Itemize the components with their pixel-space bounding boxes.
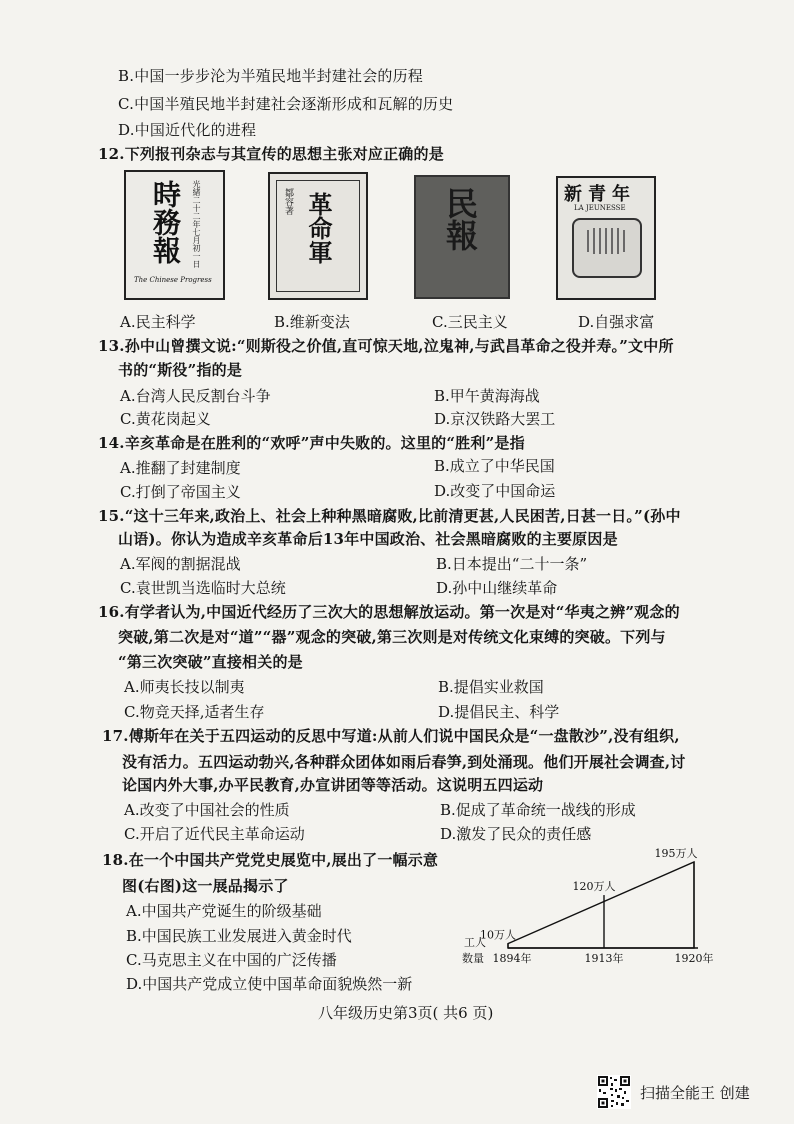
q12-stem: 12.下列报刊杂志与其宣传的思想主张对应正确的是 xyxy=(98,145,444,163)
chart-x-tick-label: 1894年 xyxy=(492,952,532,965)
worker-count-chart xyxy=(450,846,730,972)
q13-stem-line1: 13.孙中山曾撰文说:“则斯役之价值,直可惊天地,泣鬼神,与武昌革命之役并寿。”文中所 xyxy=(98,337,674,355)
gemingjun-author: 鄒容著 xyxy=(283,188,293,215)
q15-option-c: C.袁世凯当选临时大总统 xyxy=(120,579,286,597)
chart-value-label: 195万人 xyxy=(654,847,698,860)
chart-value-label: 10万人 xyxy=(480,928,516,942)
q14-option-a: A.推翻了封建制度 xyxy=(120,459,241,477)
qr-code-icon xyxy=(597,1075,631,1109)
q11-option-c: C.中国半殖民地半封建社会逐渐形成和瓦解的历史 xyxy=(118,95,454,113)
q12-option-b: B.维新变法 xyxy=(274,313,350,331)
q14-option-b: B.成立了中华民国 xyxy=(434,457,555,475)
q17-option-c: C.开启了近代民主革命运动 xyxy=(124,825,305,843)
q18-option-d: D.中国共产党成立使中国革命面貌焕然一新 xyxy=(126,975,413,993)
q13-option-c: C.黄花岗起义 xyxy=(120,410,211,428)
q16-option-a: A.师夷长技以制夷 xyxy=(124,678,245,696)
q11-option-d: D.中国近代化的进程 xyxy=(118,121,257,139)
q14-option-c: C.打倒了帝国主义 xyxy=(120,483,241,501)
newspaper-image-minbao xyxy=(414,175,510,299)
q16-stem-line1: 16.有学者认为,中国近代经历了三次大的思想解放运动。第一次是对“华夷之辨”观念的 xyxy=(98,603,680,621)
book-image-gemingjun xyxy=(268,172,368,300)
shiwubao-title: 時務報 xyxy=(149,180,182,264)
q13-option-a: A.台湾人民反割台斗争 xyxy=(120,387,271,405)
q17-stem-line1: 17.傅斯年在关于五四运动的反思中写道:从前人们说中国民众是“一盘散沙”,没有组织, xyxy=(102,727,680,745)
chart-y-label-line1: 工人 xyxy=(464,936,486,949)
page-footer: 八年级历史第3页( 共6 页) xyxy=(318,1004,494,1022)
q16-stem-line2: 突破,第二次是对“道”“器”观念的突破,第三次则是对传统文化束缚的突破。下列与 xyxy=(118,628,666,646)
q15-option-a: A.军阀的割据混战 xyxy=(120,555,241,573)
gemingjun-title: 革命軍 xyxy=(304,192,333,264)
q15-option-d: D.孙中山继续革命 xyxy=(436,579,558,597)
q13-option-b: B.甲午黄海海战 xyxy=(434,387,540,405)
q18-stem-line1: 18.在一个中国共产党党史展览中,展出了一幅示意 xyxy=(102,851,439,869)
scanner-watermark-text: 扫描全能王 创建 xyxy=(640,1084,750,1102)
q18-stem-line2: 图(右图)这一展品揭示了 xyxy=(122,877,289,895)
q16-option-c: C.物竞天择,适者生存 xyxy=(124,703,265,721)
q15-stem-line1: 15.“这十三年来,政治上、社会上种种黑暗腐败,比前清更甚,人民困苦,日甚一日。”(孙中 xyxy=(98,507,681,525)
q16-option-b: B.提倡实业救国 xyxy=(438,678,544,696)
xinqingnian-title: 新青年 xyxy=(564,184,636,205)
minbao-title: 民報 xyxy=(441,187,479,251)
q12-option-c: C.三民主义 xyxy=(432,313,508,331)
q17-option-a: A.改变了中国社会的性质 xyxy=(124,801,290,819)
q17-stem-line3: 论国内外大事,办平民教育,办宣讲团等等活动。这说明五四运动 xyxy=(122,776,544,794)
q18-option-c: C.马克思主义在中国的广泛传播 xyxy=(126,951,337,969)
chart-x-tick-label: 1920年 xyxy=(674,952,714,965)
q17-option-b: B.促成了革命统一战线的形成 xyxy=(440,801,636,819)
q14-stem: 14.辛亥革命是在胜利的“欢呼”声中失败的。这里的“胜利”是指 xyxy=(98,434,525,452)
chart-area-outline xyxy=(508,862,694,948)
xinqingnian-subtitle: LA JEUNESSE xyxy=(574,204,626,212)
chart-value-label: 120万人 xyxy=(572,880,616,894)
chart-x-tick-label: 1913年 xyxy=(584,952,624,965)
q12-option-a: A.民主科学 xyxy=(120,313,196,331)
q15-option-b: B.日本提出“二十一条” xyxy=(436,555,588,573)
newspaper-image-shiwubao xyxy=(124,170,225,300)
q13-stem-line2: 书的“斯役”指的是 xyxy=(118,361,243,379)
q13-option-d: D.京汉铁路大罢工 xyxy=(434,410,556,428)
chart-y-label-line2: 数量 xyxy=(462,952,484,965)
q16-stem-line3: “第三次突破”直接相关的是 xyxy=(118,653,303,671)
shiwubao-side-text: 光緒二十二年七月初一日 xyxy=(192,180,201,268)
q17-stem-line2: 没有活力。五四运动勃兴,各种群众团体如雨后春笋,到处涌现。他们开展社会调查,讨 xyxy=(122,753,686,771)
portrait-frame-icon xyxy=(572,218,642,278)
q17-option-d: D.激发了民众的责任感 xyxy=(440,825,592,843)
q11-option-b: B.中国一步步沦为半殖民地半封建社会的历程 xyxy=(118,67,423,85)
q18-option-b: B.中国民族工业发展进入黄金时代 xyxy=(126,927,352,945)
q16-option-d: D.提倡民主、科学 xyxy=(438,703,560,721)
q15-stem-line2: 山语)。你认为造成辛亥革命后13年中国政治、社会黑暗腐败的主要原因是 xyxy=(118,530,618,548)
shiwubao-english: The Chinese Progress xyxy=(134,276,212,284)
q18-option-a: A.中国共产党诞生的阶级基础 xyxy=(126,902,322,920)
q12-option-d: D.自强求富 xyxy=(578,313,655,331)
q14-option-d: D.改变了中国命运 xyxy=(434,482,556,500)
magazine-image-xinqingnian xyxy=(556,176,656,300)
